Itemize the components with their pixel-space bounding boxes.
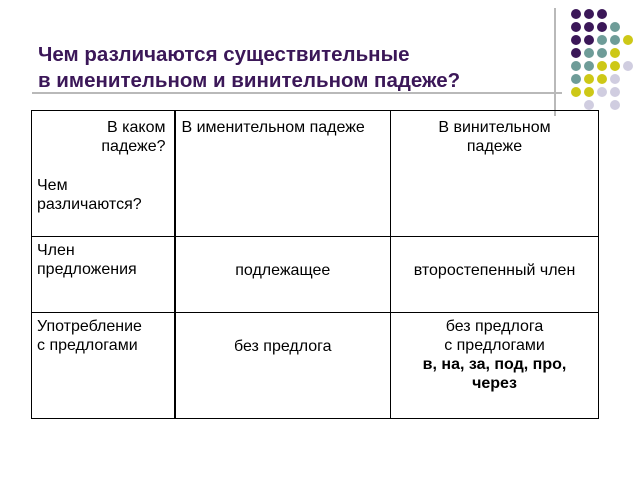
decor-dot	[610, 61, 620, 71]
row2-accusative-line1: без предлога	[445, 318, 544, 335]
decor-dot	[610, 74, 620, 84]
corner-top-line2: падеже?	[101, 138, 166, 155]
row1-accusative-value: второстепенный член	[413, 262, 576, 279]
decor-dot	[610, 100, 620, 110]
slide-title-line2: в именительном и винительном падеже?	[38, 69, 461, 92]
decor-dot	[571, 74, 581, 84]
decor-dot	[584, 100, 594, 110]
row2-nominative	[175, 313, 391, 419]
decor-dot	[571, 22, 581, 32]
decor-dot	[597, 48, 607, 58]
row1-label	[32, 237, 175, 313]
row1-nominative	[175, 237, 391, 313]
row1-accusative	[391, 237, 599, 313]
decor-dot	[597, 9, 607, 19]
decor-vertical-line	[554, 8, 556, 116]
row1-nominative-value: подлежащее	[235, 262, 331, 279]
decor-dot	[571, 61, 581, 71]
header-accusative-line2: падеже	[466, 138, 523, 155]
row2-accusative	[391, 313, 599, 419]
decor-dot	[623, 35, 633, 45]
cases-comparison-table	[31, 110, 599, 419]
decor-dot	[571, 9, 581, 19]
decor-dot	[610, 22, 620, 32]
decor-dot	[623, 61, 633, 71]
table-header-row	[32, 111, 599, 237]
row2-label-line2: с предлогами	[37, 337, 138, 354]
row1-label-line2: предложения	[37, 261, 137, 278]
header-nominative	[175, 111, 391, 237]
corner-top-line1: В каком	[107, 119, 166, 136]
decor-horizontal-line	[32, 92, 562, 94]
header-accusative	[391, 111, 599, 237]
decor-dot	[597, 22, 607, 32]
slide-title	[38, 42, 460, 94]
decor-dot	[610, 48, 620, 58]
decor-dot	[584, 74, 594, 84]
decor-dot	[597, 61, 607, 71]
decor-dot	[571, 87, 581, 97]
row2-accusative-prepositions: в, на, за, под, про,	[422, 356, 567, 373]
header-accusative-line1: В винительном	[438, 119, 551, 136]
corner-bottom-line1: Чем	[37, 177, 68, 194]
decor-dot	[584, 87, 594, 97]
slide-title-line1: Чем различаются существительные	[38, 43, 410, 66]
decor-dot	[584, 9, 594, 19]
corner-cell	[32, 111, 175, 237]
decor-dot	[584, 48, 594, 58]
table-row	[32, 237, 599, 313]
row2-label-line1: Употребление	[37, 318, 142, 335]
corner-bottom-line2: различаются?	[37, 196, 142, 213]
decor-dot	[597, 74, 607, 84]
decor-dot	[597, 35, 607, 45]
table-row	[32, 313, 599, 419]
header-nominative-label: В именительном падеже	[181, 119, 365, 136]
row1-label-line1: Член	[37, 242, 75, 259]
row2-label	[32, 313, 175, 419]
row2-accusative-prepositions-cont: через	[472, 375, 517, 392]
row2-accusative-line2: с предлогами	[444, 337, 545, 354]
decor-dot	[571, 35, 581, 45]
decor-dot	[597, 87, 607, 97]
row2-nominative-value: без предлога	[233, 338, 332, 355]
decor-dot	[610, 87, 620, 97]
decor-dot	[610, 35, 620, 45]
decor-dot	[584, 35, 594, 45]
decor-dot	[584, 22, 594, 32]
decor-dot	[584, 61, 594, 71]
decor-dot	[571, 48, 581, 58]
